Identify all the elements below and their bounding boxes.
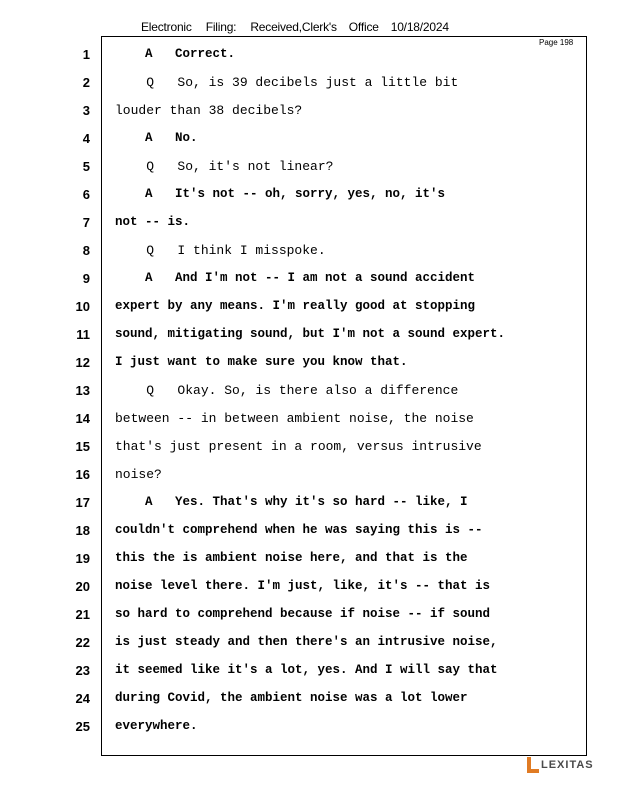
transcript-line <box>0 600 618 628</box>
line-number: 14 <box>75 411 90 426</box>
transcript-line <box>0 712 618 740</box>
line-number: 16 <box>75 467 90 482</box>
transcript-line <box>0 460 618 488</box>
transcript-line <box>0 208 618 236</box>
line-number: 22 <box>75 635 90 650</box>
page-number: Page 198 <box>539 38 574 47</box>
line-text: noise level there. I'm just, like, it's -- that is <box>115 579 491 593</box>
line-text: is just steady and then there's an intrusive noise, <box>115 635 498 649</box>
transcript-line <box>0 348 618 376</box>
line-text: A Correct. <box>115 47 236 61</box>
transcript-line <box>0 292 618 320</box>
transcript-line <box>0 124 618 152</box>
filing-word: Received,Clerk's <box>250 20 337 34</box>
lexitas-logo <box>525 757 594 773</box>
line-number: 8 <box>82 243 90 258</box>
line-text: Q Okay. So, is there also a difference <box>115 383 459 398</box>
line-number: 23 <box>75 663 90 678</box>
line-number: 10 <box>75 299 90 314</box>
line-number: 11 <box>76 327 90 342</box>
line-text: that's just present in a room, versus intrusive <box>115 439 482 454</box>
line-text: it seemed like it's a lot, yes. And I will say that <box>115 663 498 677</box>
filing-word: Filing: <box>205 20 237 34</box>
line-text: I just want to make sure you know that. <box>115 355 408 369</box>
line-text: during Covid, the ambient noise was a lot lower <box>115 691 468 705</box>
line-text: so hard to comprehend because if noise -- if sound <box>115 607 491 621</box>
line-text: expert by any means. I'm really good at stopping <box>115 299 476 313</box>
filing-word: Electronic <box>141 20 192 34</box>
line-text: noise? <box>115 467 162 482</box>
line-text: louder than 38 decibels? <box>115 103 303 118</box>
transcript-line <box>0 684 618 712</box>
transcript-line <box>0 628 618 656</box>
transcript-line <box>0 96 618 124</box>
line-number: 17 <box>75 495 90 510</box>
line-number: 15 <box>75 439 90 454</box>
transcript-line <box>0 40 618 68</box>
line-text: between -- in between ambient noise, the noise <box>115 411 474 426</box>
line-number: 9 <box>82 271 90 286</box>
transcript-line <box>0 488 618 516</box>
line-text: not -- is. <box>115 215 191 229</box>
line-number: 25 <box>75 719 90 734</box>
transcript-line <box>0 236 618 264</box>
line-number: 6 <box>82 187 90 202</box>
line-number: 12 <box>75 355 90 370</box>
line-number: 4 <box>82 131 90 146</box>
line-text: A Yes. That's why it's so hard -- like, I <box>115 495 468 509</box>
line-number: 3 <box>82 103 90 118</box>
line-text: A No. <box>115 131 198 145</box>
line-number: 19 <box>75 551 90 566</box>
line-number: 1 <box>82 47 90 62</box>
transcript-line <box>0 432 618 460</box>
line-number: 20 <box>75 579 90 594</box>
line-text: Q So, is 39 decibels just a little bit <box>115 75 459 90</box>
filing-stamp <box>141 20 463 34</box>
line-text: sound, mitigating sound, but I'm not a sound expert. <box>115 327 506 341</box>
transcript-line <box>0 404 618 432</box>
line-text: this the is ambient noise here, and that is the <box>115 551 468 565</box>
line-text: A It's not -- oh, sorry, yes, no, it's <box>115 187 446 201</box>
lexitas-logo-icon <box>525 757 539 773</box>
line-text: Q I think I misspoke. <box>115 243 326 258</box>
transcript-line <box>0 180 618 208</box>
transcript-line <box>0 376 618 404</box>
transcript-line <box>0 544 618 572</box>
transcript-line <box>0 68 618 96</box>
transcript-line <box>0 516 618 544</box>
line-number: 21 <box>75 607 90 622</box>
line-number: 2 <box>82 75 90 90</box>
line-number: 24 <box>75 691 90 706</box>
line-number: 5 <box>82 159 90 174</box>
filing-word: Office <box>348 20 379 34</box>
line-text: couldn't comprehend when he was saying this is -- <box>115 523 483 537</box>
line-number: 18 <box>75 523 90 538</box>
lexitas-logo-text: LEXITAS <box>541 759 594 771</box>
transcript-line <box>0 320 618 348</box>
line-text: Q So, it's not linear? <box>115 159 334 174</box>
transcript-line <box>0 572 618 600</box>
line-number: 13 <box>75 383 90 398</box>
transcript-line <box>0 264 618 292</box>
transcript-line <box>0 152 618 180</box>
line-text: A And I'm not -- I am not a sound accident <box>115 271 476 285</box>
filing-date: 10/18/2024 <box>390 20 449 34</box>
transcript-line <box>0 656 618 684</box>
line-text: everywhere. <box>115 719 198 733</box>
line-number: 7 <box>82 215 90 230</box>
